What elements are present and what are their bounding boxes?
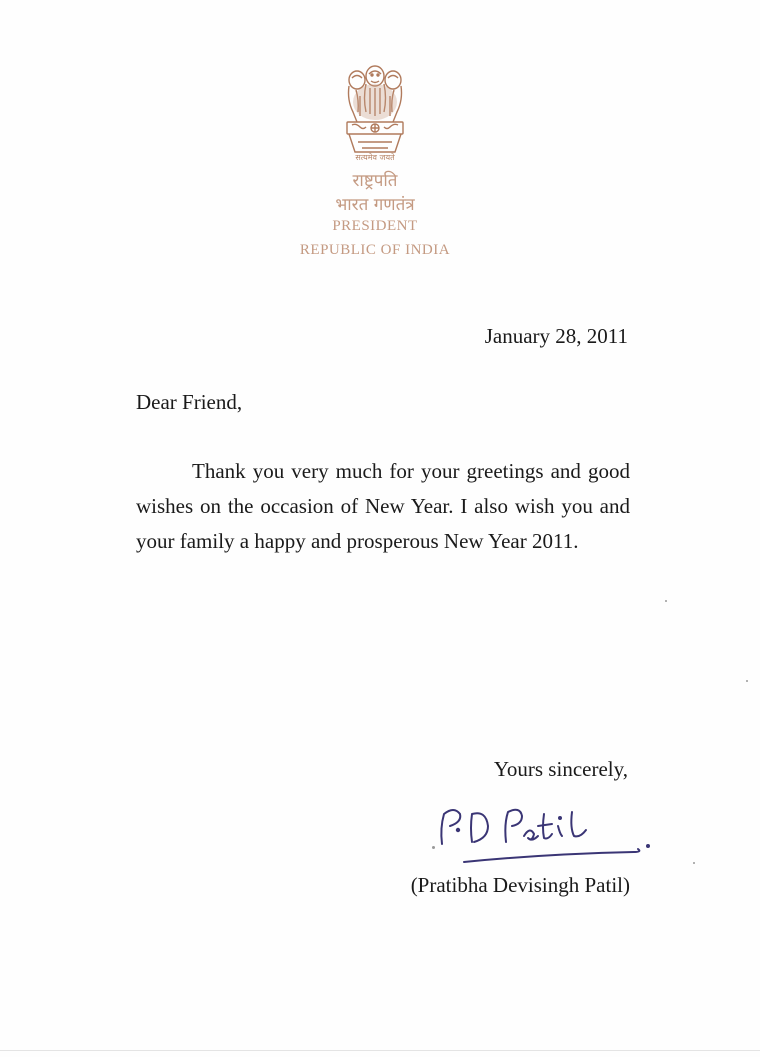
- scan-speck: [746, 680, 748, 682]
- letterhead-subtitle: REPUBLIC OF INDIA: [299, 242, 451, 258]
- scan-speck: [432, 846, 435, 849]
- scan-speck: [665, 600, 667, 602]
- emblem-motto: सत्यमेव जयते: [355, 153, 395, 162]
- handwritten-signature: [420, 792, 660, 872]
- letter-salutation: Dear Friend,: [136, 390, 243, 414]
- letterhead-hindi-title: राष्ट्रपति: [352, 171, 398, 191]
- letter-closing: Yours sincerely,: [493, 757, 628, 781]
- signer-name: (Pratibha Devisingh Patil): [410, 873, 630, 897]
- scan-edge: [0, 1050, 760, 1051]
- letterhead-hindi-subtitle: भारत गणतंत्र: [335, 195, 415, 215]
- letterhead-title: PRESIDENT: [332, 218, 418, 234]
- letter-body: Thank you very much for your greetings and good wishes on the occasion of New Year. I also wish you and your family a happy and prosperous New Year 2011.: [136, 459, 630, 553]
- letter-date: January 28, 2011: [484, 324, 628, 348]
- national-emblem-icon: [340, 62, 410, 158]
- scan-speck: [693, 862, 695, 864]
